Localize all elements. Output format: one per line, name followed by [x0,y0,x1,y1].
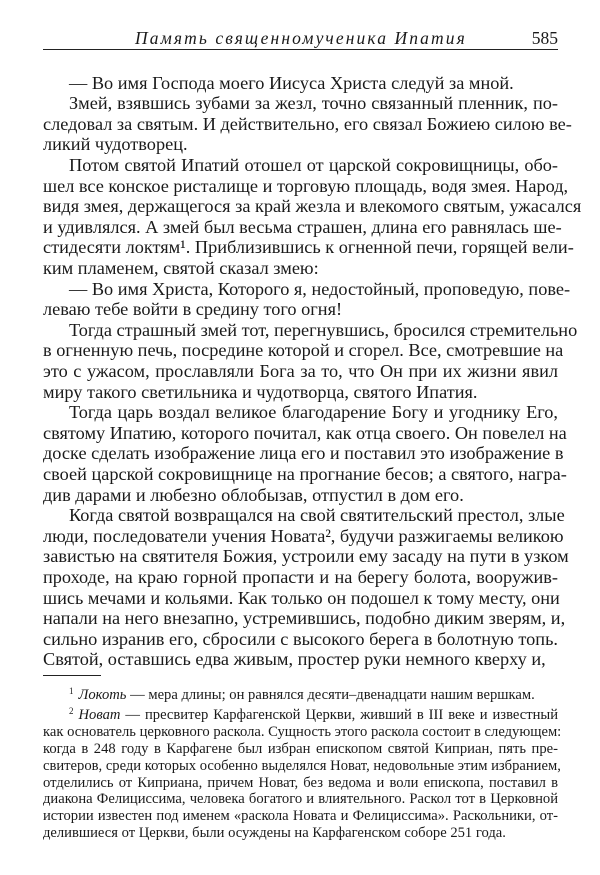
text-line: — Во имя Христа, Которого я, недостойный, проповедую, пове- [69,278,571,299]
footnote-term: Локоть [78,686,127,703]
footnotes [43,683,562,842]
text-line: — Во имя Господа моего Иисуса Христа следуй за мной. [69,72,514,93]
footnote-line: как основатель церковного раскола. Сущность этого раскола состоит в следующем: [43,724,562,741]
text-line: святому Ипатию, которого почитал, как отца своего. Он повелел на [43,422,567,443]
text-line: ким пламенем, святой сказал змею: [43,258,319,279]
paragraph [43,93,572,155]
text-line: ликий чудотворец. [43,134,188,155]
footnote-text: — пресвитер Карфагенской Церкви, живший в III веке и известный [120,707,558,724]
text-line: доске сделать изображение лица его и поставил это изображение в [43,443,564,464]
text-line: Святой, оставшись едва живым, простер руки немного кверху и, [43,649,546,670]
running-title: Память священномученика Ипатия [135,28,467,48]
text-line: Потом святой Ипатий отошел от царской сокровищницы, обо- [69,155,558,176]
footnote-marker: 2 [69,706,74,717]
text-line: в огненную печь, посредине которой и сгорел. Все, смотревшие на [43,340,564,361]
text-line: стидесяти локтям¹. Приблизившись к огненной печи, горящей вели- [43,237,574,258]
text-line: миру такого светильника и чудотворца, святого Ипатия. [43,381,478,402]
footnote-separator [43,675,101,676]
footnote-line: делившиеся от Церкви, были осуждены на Карфагенском соборе 251 года. [43,824,506,841]
running-header [43,27,558,50]
footnote-marker: 1 [69,685,74,696]
paragraph [43,278,571,320]
text-line: завистью на святителя Божия, устроили ему засаду на пути в узком [43,546,569,567]
footnote-term: Новат [78,707,121,724]
footnote-line: истории известен под именем «раскола Новата и Фелициссима». Раскольники, от- [43,808,558,825]
text-line: див дарами и любезно облобызав, отпустил в дом его. [43,484,464,505]
text-line: это с ужасом, прославляли Бога за то, что Он при их жизни явил [43,361,558,381]
text-line: видя змея, держащегося за край жезла и влекомого святым, ужасался [43,196,582,217]
body-text [43,72,582,670]
footnote-line: отделились от Киприана, причем Новат, без ведома и воли епископа, поставил в [43,774,558,791]
text-line: следовал за святым. И действительно, его связал Божиею силою ве- [43,113,572,134]
text-line: леваю тебе войти в средину того огня! [43,299,343,320]
text-line: Змей, взявшись зубами за жезл, точно связанный пленник, по- [69,93,558,114]
text-line: напали на него внезапно, устремившись, подобно диким зверям, и, [43,608,566,629]
footnote [43,703,562,841]
paragraph [43,402,567,505]
paragraph [43,505,569,670]
text-line: Когда святой возвращался на свой святительский престол, злые [69,505,565,526]
footnote-text: — мера длины; он равнялся десяти–двенадцати нашим вершкам. [126,686,535,703]
text-line: проходе, на краю горной пропасти и на берегу болота, вооружив- [43,566,558,587]
footnote-line [43,683,558,704]
footnote [43,683,558,704]
footnote-line: свитеров, среди которых особенно выделялся Новат, недовольные этим избранием, [43,757,561,774]
paragraph [43,155,582,279]
footnote-line: когда в 248 году в Карфагене был избран епископом святой Киприан, пять пре- [43,740,558,757]
text-line: своей царской сокровищнице на прогнание бесов; а святого, награ- [43,463,567,484]
paragraph [43,73,558,94]
text-line: Тогда страшный змей тот, перегнувшись, бросился стремительно [69,319,578,340]
text-line: шись мечами и кольями. Как только он подошел к тому месту, они [43,587,560,608]
paragraph [43,319,578,402]
footnote-line [43,703,558,724]
page-number: 585 [531,28,558,48]
text-line: сильно изранив его, сбросили с высокого берега в болотную топь. [43,628,558,649]
text-line: и удивлялся. А змей был весьма страшен, длина его равнялась ше- [43,216,562,237]
text-line: люди, последователи учения Новата², будучи разжигаемы великою [43,525,564,546]
footnote-line: диакона Фелициссима, человека богатого и влиятельного. Раскол тот в Церковной [43,791,558,808]
text-line: Тогда царь воздал великое благодарение Богу и угоднику Его, [69,402,558,423]
text-line: шел все конское ристалище и торговую площадь, водя змея. Народ, [43,175,569,196]
